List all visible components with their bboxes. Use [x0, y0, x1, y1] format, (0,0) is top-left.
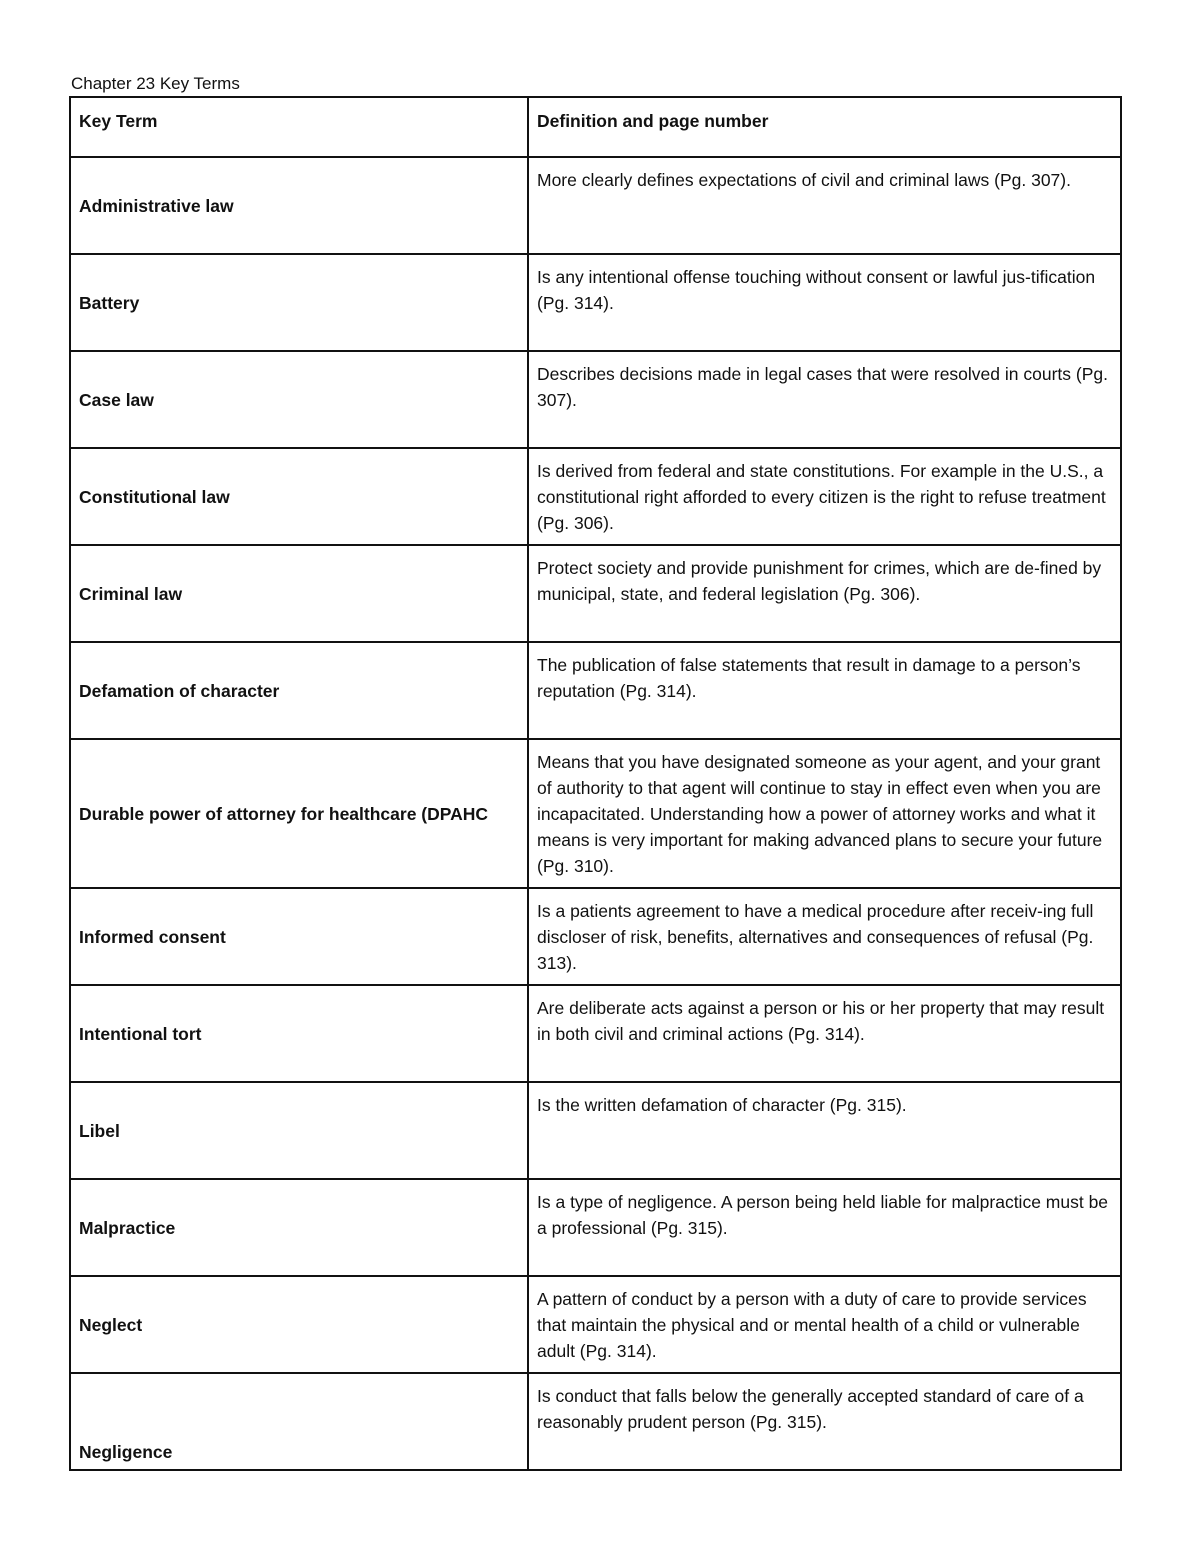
table-row	[70, 1179, 1121, 1276]
table-row	[70, 739, 1121, 888]
term-cell: Neglect	[70, 1276, 528, 1373]
table-row	[70, 448, 1121, 545]
table-row	[70, 351, 1121, 448]
definition-cell: Is any intentional offense touching without consent or lawful jus-tification (Pg. 314).	[528, 254, 1121, 351]
definition-cell: Is conduct that falls below the generally accepted standard of care of a reasonably prudent person (Pg. 315).	[528, 1373, 1121, 1470]
table-row	[70, 642, 1121, 739]
definition-cell: Are deliberate acts against a person or his or her property that may result in both civil and criminal actions (Pg. 314).	[528, 985, 1121, 1082]
definition-cell: Means that you have designated someone as your agent, and your grant of authority to that agent will continue to stay in effect even when you are incapacitated. Understanding how a power of attorney works and what it means is very important for making advanced plans to secure your future (Pg. 310).	[528, 739, 1121, 888]
term-cell: Constitutional law	[70, 448, 528, 545]
table-row	[70, 888, 1121, 985]
table-row	[70, 1082, 1121, 1179]
definition-cell: Is derived from federal and state constitutions. For example in the U.S., a constitutional right afforded to every citizen is the right to refuse treatment (Pg. 306).	[528, 448, 1121, 545]
definition-cell: More clearly defines expectations of civil and criminal laws (Pg. 307).	[528, 157, 1121, 254]
definition-cell: Is a type of negligence. A person being held liable for malpractice must be a professional (Pg. 315).	[528, 1179, 1121, 1276]
term-cell: Case law	[70, 351, 528, 448]
table-header-row	[70, 97, 1121, 157]
term-cell: Administrative law	[70, 157, 528, 254]
definition-cell: Is the written defamation of character (Pg. 315).	[528, 1082, 1121, 1179]
definition-cell: Describes decisions made in legal cases that were resolved in courts (Pg. 307).	[528, 351, 1121, 448]
key-terms-table	[69, 96, 1122, 1471]
table-row	[70, 1276, 1121, 1373]
term-cell: Informed consent	[70, 888, 528, 985]
table-row	[70, 254, 1121, 351]
table-row	[70, 545, 1121, 642]
definition-cell: The publication of false statements that result in damage to a person’s reputation (Pg. 314).	[528, 642, 1121, 739]
term-cell: Libel	[70, 1082, 528, 1179]
term-cell: Negligence	[70, 1373, 528, 1470]
definition-cell: Protect society and provide punishment for crimes, which are de-fined by municipal, state, and federal legislation (Pg. 306).	[528, 545, 1121, 642]
table-row	[70, 1373, 1121, 1470]
column-header-definition: Definition and page number	[528, 97, 1121, 157]
column-header-term: Key Term	[70, 97, 528, 157]
term-cell: Defamation of character	[70, 642, 528, 739]
document-title: Chapter 23 Key Terms	[71, 74, 240, 93]
table-row	[70, 157, 1121, 254]
definition-cell: A pattern of conduct by a person with a duty of care to provide services that maintain the physical and or mental health of a child or vulnerable adult (Pg. 314).	[528, 1276, 1121, 1373]
table-row	[70, 985, 1121, 1082]
term-cell: Criminal law	[70, 545, 528, 642]
term-cell: Durable power of attorney for healthcare (DPAHC	[70, 739, 528, 888]
term-cell: Malpractice	[70, 1179, 528, 1276]
definition-cell: Is a patients agreement to have a medical procedure after receiv-ing full discloser of risk, benefits, alternatives and consequences of refusal (Pg. 313).	[528, 888, 1121, 985]
term-cell: Battery	[70, 254, 528, 351]
term-cell: Intentional tort	[70, 985, 528, 1082]
